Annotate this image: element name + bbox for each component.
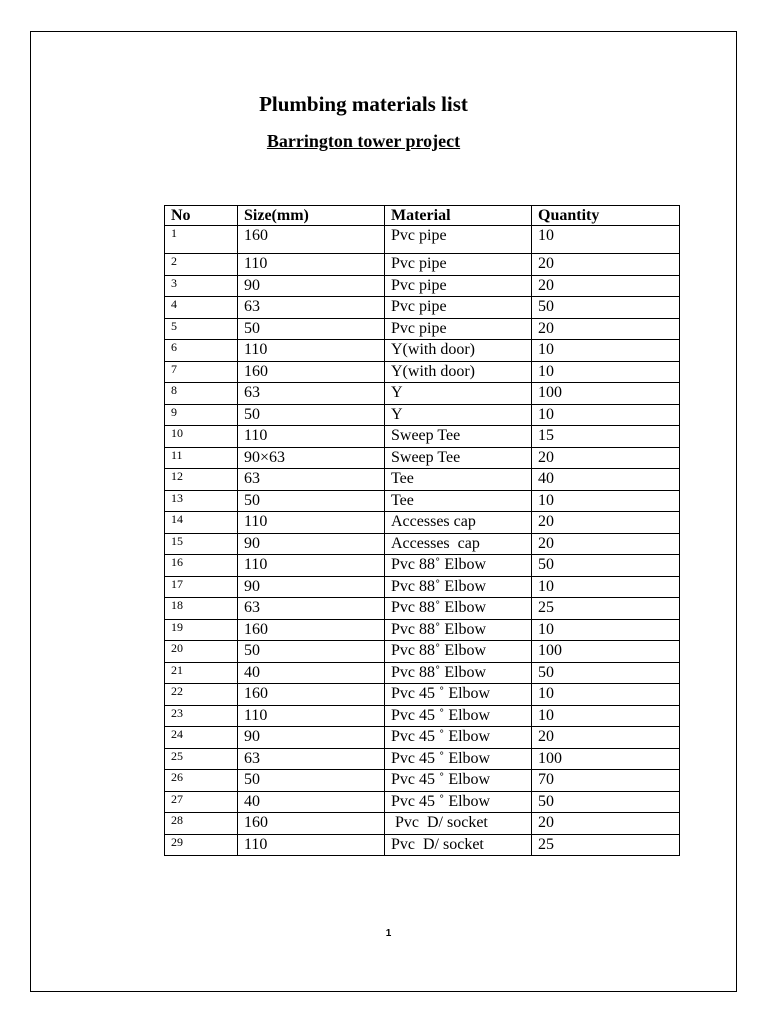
cell-material: Accesses cap xyxy=(385,512,532,534)
cell-material: Pvc pipe xyxy=(385,226,532,254)
cell-material: Y(with door) xyxy=(385,361,532,383)
cell-no: 15 xyxy=(165,533,238,555)
cell-no: 5 xyxy=(165,318,238,340)
cell-material: Y xyxy=(385,383,532,405)
cell-quantity: 20 xyxy=(532,254,680,276)
cell-size: 90 xyxy=(238,576,385,598)
cell-size: 160 xyxy=(238,813,385,835)
page-title: Plumbing materials list xyxy=(259,92,468,116)
cell-material: Pvc 45 ˚ Elbow xyxy=(385,791,532,813)
table-row xyxy=(165,469,680,491)
cell-no: 23 xyxy=(165,705,238,727)
cell-material: Pvc 45 ˚ Elbow xyxy=(385,748,532,770)
cell-no: 11 xyxy=(165,447,238,469)
header-quantity: Quantity xyxy=(532,206,680,226)
cell-material: Accesses cap xyxy=(385,533,532,555)
cell-size: 160 xyxy=(238,226,385,254)
cell-no: 28 xyxy=(165,813,238,835)
table-row xyxy=(165,404,680,426)
table-row xyxy=(165,641,680,663)
table-row xyxy=(165,684,680,706)
cell-size: 110 xyxy=(238,254,385,276)
cell-no: 3 xyxy=(165,275,238,297)
cell-quantity: 20 xyxy=(532,533,680,555)
page-number: 1 xyxy=(385,928,392,939)
cell-material: Pvc 88˚ Elbow xyxy=(385,576,532,598)
cell-size: 110 xyxy=(238,426,385,448)
cell-size: 50 xyxy=(238,404,385,426)
cell-quantity: 50 xyxy=(532,662,680,684)
cell-material: Pvc 88˚ Elbow xyxy=(385,641,532,663)
cell-no: 26 xyxy=(165,770,238,792)
table-row xyxy=(165,361,680,383)
cell-size: 50 xyxy=(238,770,385,792)
cell-quantity: 40 xyxy=(532,469,680,491)
cell-material: Pvc pipe xyxy=(385,254,532,276)
cell-quantity: 25 xyxy=(532,598,680,620)
table-row xyxy=(165,490,680,512)
cell-material: Pvc pipe xyxy=(385,275,532,297)
cell-no: 16 xyxy=(165,555,238,577)
cell-no: 7 xyxy=(165,361,238,383)
cell-quantity: 10 xyxy=(532,404,680,426)
cell-no: 13 xyxy=(165,490,238,512)
header-size: Size(mm) xyxy=(238,206,385,226)
table-body xyxy=(165,226,680,856)
cell-size: 90×63 xyxy=(238,447,385,469)
cell-quantity: 10 xyxy=(532,490,680,512)
cell-material: Pvc 88˚ Elbow xyxy=(385,598,532,620)
cell-material: Pvc 88˚ Elbow xyxy=(385,619,532,641)
cell-size: 90 xyxy=(238,275,385,297)
table-row xyxy=(165,226,680,254)
cell-quantity: 25 xyxy=(532,834,680,856)
table-row xyxy=(165,619,680,641)
cell-size: 110 xyxy=(238,555,385,577)
cell-quantity: 50 xyxy=(532,297,680,319)
cell-no: 25 xyxy=(165,748,238,770)
cell-material: Pvc 45 ˚ Elbow xyxy=(385,727,532,749)
cell-size: 63 xyxy=(238,469,385,491)
cell-no: 24 xyxy=(165,727,238,749)
table-row xyxy=(165,533,680,555)
cell-size: 50 xyxy=(238,318,385,340)
cell-quantity: 100 xyxy=(532,748,680,770)
cell-material: Pvc 45 ˚ Elbow xyxy=(385,705,532,727)
table-row xyxy=(165,598,680,620)
cell-no: 9 xyxy=(165,404,238,426)
page-subtitle: Barrington tower project xyxy=(266,131,461,151)
table-row xyxy=(165,727,680,749)
cell-no: 4 xyxy=(165,297,238,319)
cell-quantity: 100 xyxy=(532,641,680,663)
table-row xyxy=(165,426,680,448)
cell-material: Sweep Tee xyxy=(385,426,532,448)
cell-size: 160 xyxy=(238,619,385,641)
table-row xyxy=(165,275,680,297)
cell-size: 90 xyxy=(238,727,385,749)
table-row xyxy=(165,705,680,727)
cell-no: 27 xyxy=(165,791,238,813)
cell-no: 20 xyxy=(165,641,238,663)
table-row xyxy=(165,297,680,319)
cell-no: 22 xyxy=(165,684,238,706)
cell-quantity: 20 xyxy=(532,512,680,534)
cell-material: Pvc 88˚ Elbow xyxy=(385,555,532,577)
cell-quantity: 20 xyxy=(532,813,680,835)
cell-material: Pvc D/ socket xyxy=(385,834,532,856)
cell-no: 17 xyxy=(165,576,238,598)
cell-quantity: 20 xyxy=(532,275,680,297)
table-row xyxy=(165,555,680,577)
cell-quantity: 20 xyxy=(532,318,680,340)
cell-quantity: 50 xyxy=(532,791,680,813)
cell-material: Tee xyxy=(385,469,532,491)
cell-size: 40 xyxy=(238,791,385,813)
cell-no: 29 xyxy=(165,834,238,856)
cell-quantity: 100 xyxy=(532,383,680,405)
cell-quantity: 10 xyxy=(532,576,680,598)
cell-material: Pvc 88˚ Elbow xyxy=(385,662,532,684)
cell-quantity: 20 xyxy=(532,727,680,749)
table-header-row xyxy=(165,206,680,226)
cell-no: 2 xyxy=(165,254,238,276)
cell-size: 40 xyxy=(238,662,385,684)
cell-size: 160 xyxy=(238,361,385,383)
cell-size: 110 xyxy=(238,705,385,727)
cell-quantity: 10 xyxy=(532,619,680,641)
cell-material: Pvc 45 ˚ Elbow xyxy=(385,770,532,792)
cell-material: Pvc 45 ˚ Elbow xyxy=(385,684,532,706)
cell-no: 10 xyxy=(165,426,238,448)
cell-no: 8 xyxy=(165,383,238,405)
cell-size: 110 xyxy=(238,340,385,362)
table-row xyxy=(165,447,680,469)
cell-material: Pvc pipe xyxy=(385,297,532,319)
cell-size: 63 xyxy=(238,598,385,620)
table-row xyxy=(165,834,680,856)
table-row xyxy=(165,254,680,276)
table-row xyxy=(165,662,680,684)
cell-size: 50 xyxy=(238,641,385,663)
cell-quantity: 20 xyxy=(532,447,680,469)
cell-material: Sweep Tee xyxy=(385,447,532,469)
cell-size: 110 xyxy=(238,512,385,534)
cell-quantity: 15 xyxy=(532,426,680,448)
table-row xyxy=(165,576,680,598)
cell-no: 21 xyxy=(165,662,238,684)
cell-material: Tee xyxy=(385,490,532,512)
cell-no: 14 xyxy=(165,512,238,534)
table-row xyxy=(165,813,680,835)
cell-material: Pvc D/ socket xyxy=(385,813,532,835)
cell-quantity: 10 xyxy=(532,684,680,706)
table-row xyxy=(165,791,680,813)
cell-no: 6 xyxy=(165,340,238,362)
cell-material: Pvc pipe xyxy=(385,318,532,340)
table-row xyxy=(165,383,680,405)
cell-no: 18 xyxy=(165,598,238,620)
cell-size: 50 xyxy=(238,490,385,512)
materials-table xyxy=(164,205,680,856)
cell-material: Y(with door) xyxy=(385,340,532,362)
cell-material: Y xyxy=(385,404,532,426)
cell-size: 63 xyxy=(238,383,385,405)
table-row xyxy=(165,770,680,792)
cell-no: 1 xyxy=(165,226,238,254)
cell-quantity: 10 xyxy=(532,340,680,362)
cell-quantity: 70 xyxy=(532,770,680,792)
cell-size: 63 xyxy=(238,748,385,770)
cell-quantity: 50 xyxy=(532,555,680,577)
header-no: No xyxy=(165,206,238,226)
header-material: Material xyxy=(385,206,532,226)
cell-quantity: 10 xyxy=(532,705,680,727)
cell-no: 19 xyxy=(165,619,238,641)
cell-size: 90 xyxy=(238,533,385,555)
cell-quantity: 10 xyxy=(532,361,680,383)
table-row xyxy=(165,512,680,534)
cell-size: 160 xyxy=(238,684,385,706)
table-row xyxy=(165,318,680,340)
cell-no: 12 xyxy=(165,469,238,491)
table-row xyxy=(165,340,680,362)
cell-size: 110 xyxy=(238,834,385,856)
cell-size: 63 xyxy=(238,297,385,319)
cell-quantity: 10 xyxy=(532,226,680,254)
table-row xyxy=(165,748,680,770)
